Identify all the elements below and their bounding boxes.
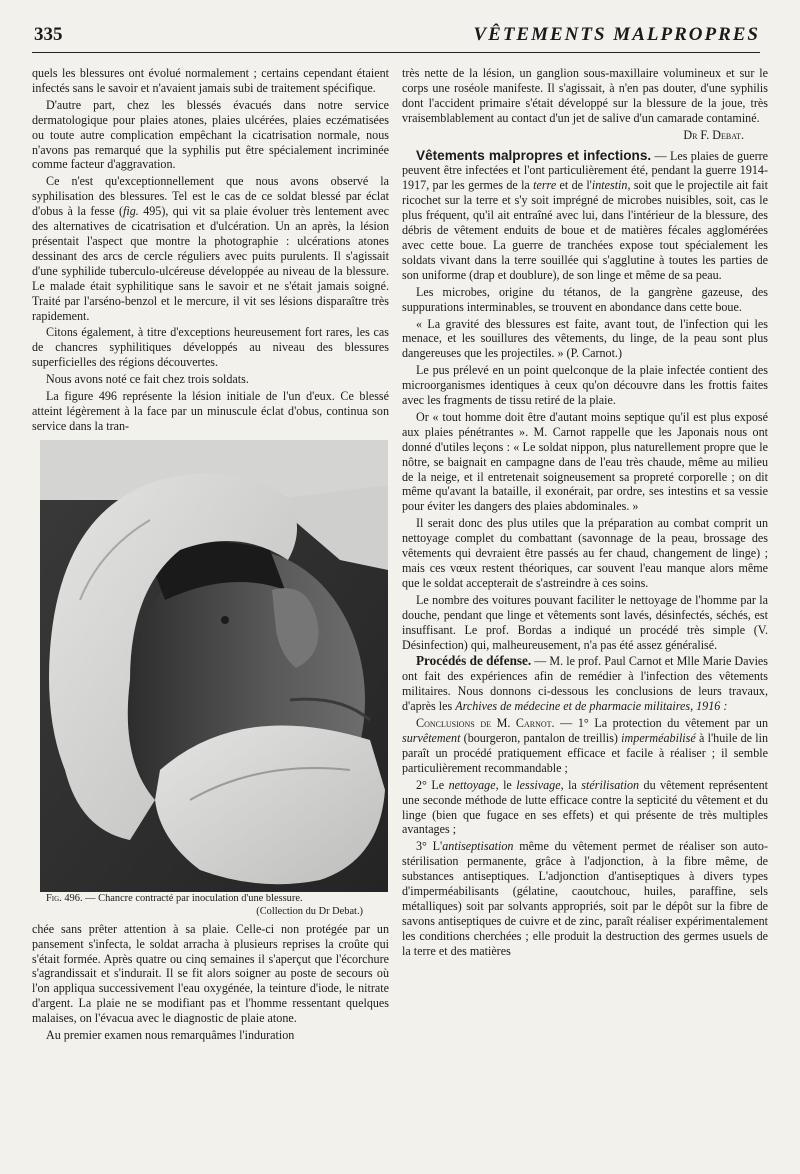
paragraph: D'autre part, chez les blessés évacués dans notre service dermatologique pour plaies atones, plaies ulcérées, plaies eczématisées ou toute autre complication empêchant la cicatrisation normale, nous n'avons pas remarqué que la syphilis put être spécialement incriminée comme facteur d'aggravation. <box>32 97 389 172</box>
text-run: stérilisation <box>581 777 640 792</box>
running-title: VÊTEMENTS MALPROPRES <box>473 24 760 45</box>
paragraph: Le nombre des voitures pouvant faciliter le nettoyage de l'homme par la douche, pendant que linge et vêtements sont lavés, désinfectés, séchés, est insuffisant. Le prof. Bordas a indiqué un procédé très simple (V. Désinfection) qui, malheureusement, n'a pas été assez généralisé. <box>402 592 768 652</box>
author-signature: Dr F. Debat. <box>683 127 744 142</box>
conclusions-label: Conclusions de M. Carnot. <box>416 716 555 731</box>
paragraph: Citons également, à titre d'exceptions heureusement fort rares, les cas de chancres syphilitiques développés au niveau des blessures superficielles des régions découvertes. <box>32 325 389 370</box>
right-column <box>402 66 768 1170</box>
paragraph <box>32 174 389 323</box>
text-run: , la <box>560 777 582 792</box>
text-run: — 1° La protection du vêtement par un <box>554 716 768 731</box>
text-run: — M. le prof. Paul Carnot et Mlle Marie Davies ont fait des expériences afin de remédier à l'infection des vêtements militaires. Nous donnons ci-dessous les conclusions de leurs travaux, d'après les <box>402 654 768 714</box>
paragraph: « La gravité des blessures est faite, avant tout, de l'infection qui les menace, et les souillures des vêtements, du linge, de la peau sont plus dangereuses que les projectiles. » (P. Carnot.) <box>402 316 768 361</box>
text-run: survêtement <box>402 730 461 745</box>
text-run: , le <box>495 777 517 792</box>
text-run: 3° L' <box>416 839 443 854</box>
page-number: 335 <box>34 24 63 45</box>
paragraph <box>402 716 768 776</box>
paragraph: Nous avons noté ce fait chez trois soldats. <box>46 372 249 387</box>
paragraph <box>402 839 768 958</box>
text-run: antiseptisation <box>442 839 514 854</box>
figure-reference: fig. <box>123 204 139 219</box>
lesion-mark <box>221 616 229 624</box>
text-run: du vêtement représentent une seconde méthode de lutte efficace contre la septicité du vêtement et du linge (bien que fugace en ses effets) et qui présente de très multiples avantages ; <box>402 777 768 837</box>
text-run: même du vêtement permet de réaliser son auto-stérilisation permanente, grâce à l'adjonction, à la fibre même, de substances antiseptiques. L'adjonction d'antiseptiques à divers types d'imperméabilisants (gélatine, caoutchouc, huiles, paraffine, sels métalliques) soit par solvants appropriés, soit par le dépôt sur la fibre de savons antiseptiques de cuivre et de zinc, paraît réaliser expérimentalement les conditions cherchées ; elle produit la destruction des germes usuels de la terre et des matières <box>402 839 768 958</box>
text-run: imperméabilisé <box>621 730 696 745</box>
left-column <box>32 66 389 1170</box>
text-run: à l'huile de lin paraît un procédé pratiquement efficace et facile à réaliser ; il semble particulièrement recommandable ; <box>402 730 768 775</box>
text-run: terre <box>533 178 557 193</box>
text-run: — Les plaies de guerre peuvent être infectées et l'ont particulièrement été, pendant la guerre 1914-1917, par les germes de la <box>402 148 768 193</box>
figure-496 <box>32 440 389 918</box>
paragraph <box>402 149 768 283</box>
paragraph: Le pus prélevé en un point quelconque de la plaie infectée contient des microorganismes identiques à ceux qu'on découvre dans les frottis faites avec les fragments de tissu retiré de la plaie. <box>402 363 768 408</box>
paragraph: Il serait donc des plus utiles que la préparation au combat comprit un nettoyage complet du combattant (savonnage de la peau, brossage des vêtements qui devraient être passés au fer chaud, changement de linge) ; mais ces vœux restent théoriques, car souvent l'eau manque alors même que le soldat accepterait de s'astreindre à ces soins. <box>402 516 768 590</box>
caption-source: (Collection du Dr Debat.) <box>256 905 363 917</box>
paragraph: Or « tout homme doit être d'autant moins septique qu'il est plus exposé aux plaies pénétrantes ». M. Carnot rappelle que les Japonais nous ont donné d'utiles leçons : « Le soldat nippon, plus naturellement propre que le nôtre, se baignait en campagne dans de l'eau très chaude, même au milieu de la neige, et il entretenait soigneusement sa propreté corporelle ; on dit même qu'avant la bataille, il exonérait, par ordre, ses intestins et sa vessie pour éviter les dangers des plaies abdominales. » <box>402 409 768 514</box>
paragraph: La figure 496 représente la lésion initiale de l'un d'eux. Ce blessé atteint légèrement à la face par un minuscule éclat d'obus, continua son service dans la tran- <box>32 389 389 433</box>
photograph <box>40 440 388 892</box>
figure-caption <box>32 892 389 918</box>
caption-text: — Chancre contracté par inoculation d'une blessure. <box>82 892 303 904</box>
photograph-illustration <box>40 440 388 892</box>
paragraph: très nette de la lésion, un ganglion sous-maxillaire volumineux et sur le corps une roséole manifeste. Il s'agissait, à n'en pas douter, d'une syphilis dont l'accident primaire s'était développé sur la blessure de la joue, très vraisemblablement au contact d'un jet de salive d'un camarade contaminé. <box>402 66 768 125</box>
text-run: , soit que le projectile ait fait ricochet sur la terre et s'y soit imprégné de microbes nuisibles, soit, cas le plus fréquent, qu'il ait entraîné avec lui, dans l'intérieur de la blessure, des débris de vêtement enduits de boue et de matières fécales agglomérées avec cette boue. La guerre de tranchées expose tout spécialement les soldats vivant dans la terre souillée qui s'agglutine à toutes les parties de son uniforme (drap et doublure), de son linge et même de sa peau. <box>402 178 768 282</box>
section-heading: Vêtements malpropres et infections. <box>416 147 652 163</box>
text-run: 2° Le <box>416 777 449 792</box>
section-heading: Procédés de défense. <box>416 653 532 669</box>
text-run: 495), qui vit sa plaie évoluer très lentement avec des alternatives de cicatrisation et d'ulcération. Un an après, la lésion présentait l'aspect que montre la photographie : ulcérations atones dessinant des arcs de cercle réguliers avec puits purulents. Il s'agissait d'une syphilide tuberculo-ulcéreuse développée au niveau de la blessure. Le malade était syphilitique sans le savoir et ne s'était jamais soigné. Traité par l'arséno-benzol et le mercure, il vit ses lésions disparaître très rapidement. <box>32 204 389 323</box>
page-header <box>32 22 760 53</box>
text-run: intestin <box>591 178 628 193</box>
paragraph <box>402 778 768 838</box>
text-run: (bourgeron, pantalon de treillis) <box>460 730 622 745</box>
paragraph: chée sans prêter attention à sa plaie. Celle-ci non protégée par un pansement s'infecta, le soldat arracha à plusieurs reprises la croûte qui s'était formée. Après quatre ou cinq semaines il s'aperçut que l'écorchure s'agrandissait et s'indurait. Il se fit alors soigner au poste de secours où l'on appliqua successivement l'eau oxygénée, la teinture d'iode, le nitrate d'argent. La plaie ne se modifiant pas et l'homme ressentant quelques malaises, on l'évacua avec le diagnostic de plaie atone. <box>32 921 389 1026</box>
caption-label: Fig. 496. <box>46 892 83 904</box>
text-run: lessivage <box>516 777 561 792</box>
paragraph: Au premier examen nous remarquâmes l'induration <box>46 1028 295 1043</box>
text-run: Ce n'est qu'exceptionnellement que nous avons observé la syphilisation des blessures. Tel est le cas de ce soldat blessé par éclat d'obus à la fesse ( <box>32 174 389 219</box>
text-run: nettoyage <box>448 777 496 792</box>
text-run: et de l' <box>556 178 592 193</box>
paragraph <box>402 654 768 714</box>
text-run: Archives de médecine et de pharmacie militaires, 1916 : <box>455 699 728 714</box>
paragraph: quels les blessures ont évolué normalement ; certains cependant étaient infectés sans le savoir et n'avaient jamais subi de traitement spécifique. <box>32 66 389 95</box>
paragraph: Les microbes, origine du tétanos, de la gangrène gazeuse, des suppurations interminables, se trouvent en abondance dans cette boue. <box>402 284 768 314</box>
